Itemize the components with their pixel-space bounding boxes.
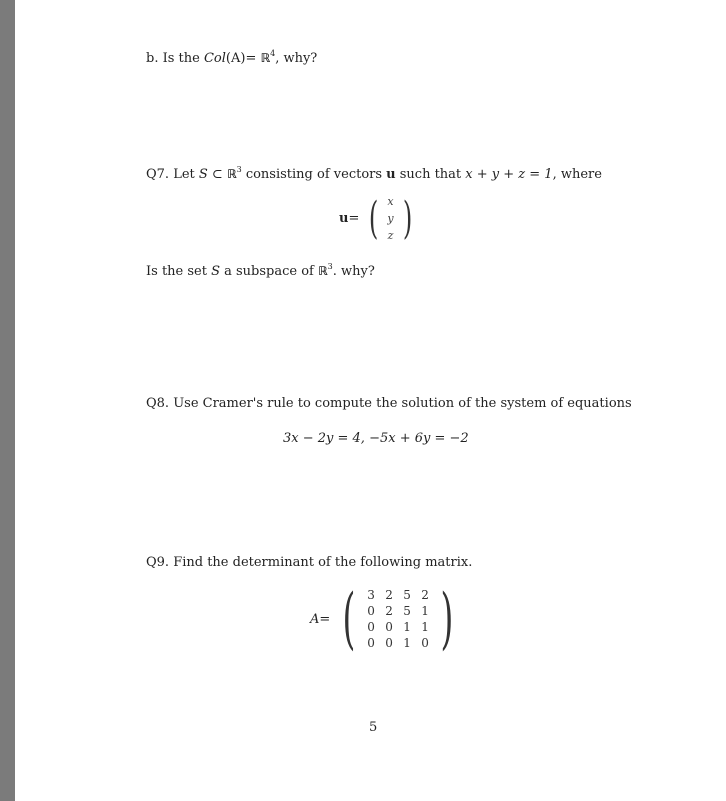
exponent: 3 — [236, 165, 242, 174]
q7-text2: consisting of vectors — [241, 167, 387, 182]
question-8 — [146, 396, 632, 412]
system-of-equations: 3x − 2y = 4, −5x + 6y = −2 — [283, 431, 469, 446]
question-7 — [146, 166, 602, 183]
question-b — [146, 50, 317, 67]
matrix-entry: 3 — [367, 588, 375, 602]
question-8-text: Use Cramer's rule to compute the solution of the system of equations — [169, 396, 632, 411]
set-s: S — [198, 167, 208, 182]
matrix-entry: 2 — [421, 588, 429, 602]
page-number: 5 — [369, 720, 378, 735]
equals-sign: = — [319, 611, 331, 627]
equals-sign: = — [348, 211, 360, 226]
reals-symbol: ℝ — [226, 167, 237, 181]
vector-u-entries — [383, 193, 399, 244]
q7-text1: Let — [169, 167, 199, 182]
matrix-entry: 0 — [385, 620, 393, 634]
q7-text3: such that — [395, 167, 466, 182]
q7-text4: , where — [552, 167, 602, 182]
left-paren: ( — [342, 580, 356, 657]
left-paren: ( — [369, 192, 379, 244]
document-page — [15, 0, 726, 801]
matrix-entry: 1 — [421, 604, 429, 618]
question-9-text: Find the determinant of the following matrix. — [169, 555, 473, 570]
question-7-label: Q7. — [146, 167, 170, 182]
right-paren: ) — [440, 580, 454, 657]
vector-u-definition — [339, 193, 416, 244]
set-s: S — [211, 264, 220, 279]
question-9 — [146, 555, 472, 571]
matrix-entry: 0 — [367, 636, 375, 650]
followup-prefix: Is the set — [146, 264, 212, 279]
matrix-entry: 1 — [421, 620, 429, 634]
matrix-a-entries — [362, 587, 434, 651]
vector-entry: y — [387, 212, 394, 225]
viewer-sidebar — [0, 0, 15, 801]
matrix-entry: 2 — [385, 588, 393, 602]
matrix-label: A — [310, 611, 320, 627]
exponent: 3 — [327, 262, 333, 271]
vector-u: u — [386, 167, 396, 182]
matrix-entry: 2 — [385, 604, 393, 618]
matrix-entry: 0 — [421, 636, 429, 650]
reals-symbol: ℝ — [318, 264, 328, 278]
matrix-entry: 0 — [367, 620, 375, 634]
reals-symbol: ℝ — [260, 51, 271, 65]
followup-suffix: . why? — [332, 264, 375, 279]
col-symbol: Col — [203, 51, 226, 66]
matrix-a-definition — [310, 580, 460, 657]
constraint-equation: x + y + z = 1 — [465, 167, 553, 182]
vector-entry: x — [387, 195, 394, 208]
question-9-label: Q9. — [146, 555, 170, 570]
question-b-suffix: , why? — [275, 51, 318, 66]
matrix-entry: 1 — [403, 636, 411, 650]
matrix-entry: 1 — [403, 620, 411, 634]
vector-u-label: u — [339, 211, 349, 226]
question-8-label: Q8. — [146, 396, 170, 411]
right-paren: ) — [402, 192, 412, 244]
matrix-entry: 0 — [385, 636, 393, 650]
vector-entry: z — [387, 229, 394, 242]
matrix-entry: 5 — [403, 604, 411, 618]
exponent: 4 — [270, 49, 276, 58]
question-b-prefix: b. Is the — [146, 51, 204, 66]
question-7-followup — [146, 263, 375, 280]
subset-symbol: ⊂ — [207, 167, 227, 182]
matrix-entry: 0 — [367, 604, 375, 618]
equals-sign: = — [245, 51, 261, 66]
followup-mid: a subspace of — [220, 264, 319, 279]
col-arg: (A) — [225, 51, 246, 66]
matrix-entry: 5 — [403, 588, 411, 602]
